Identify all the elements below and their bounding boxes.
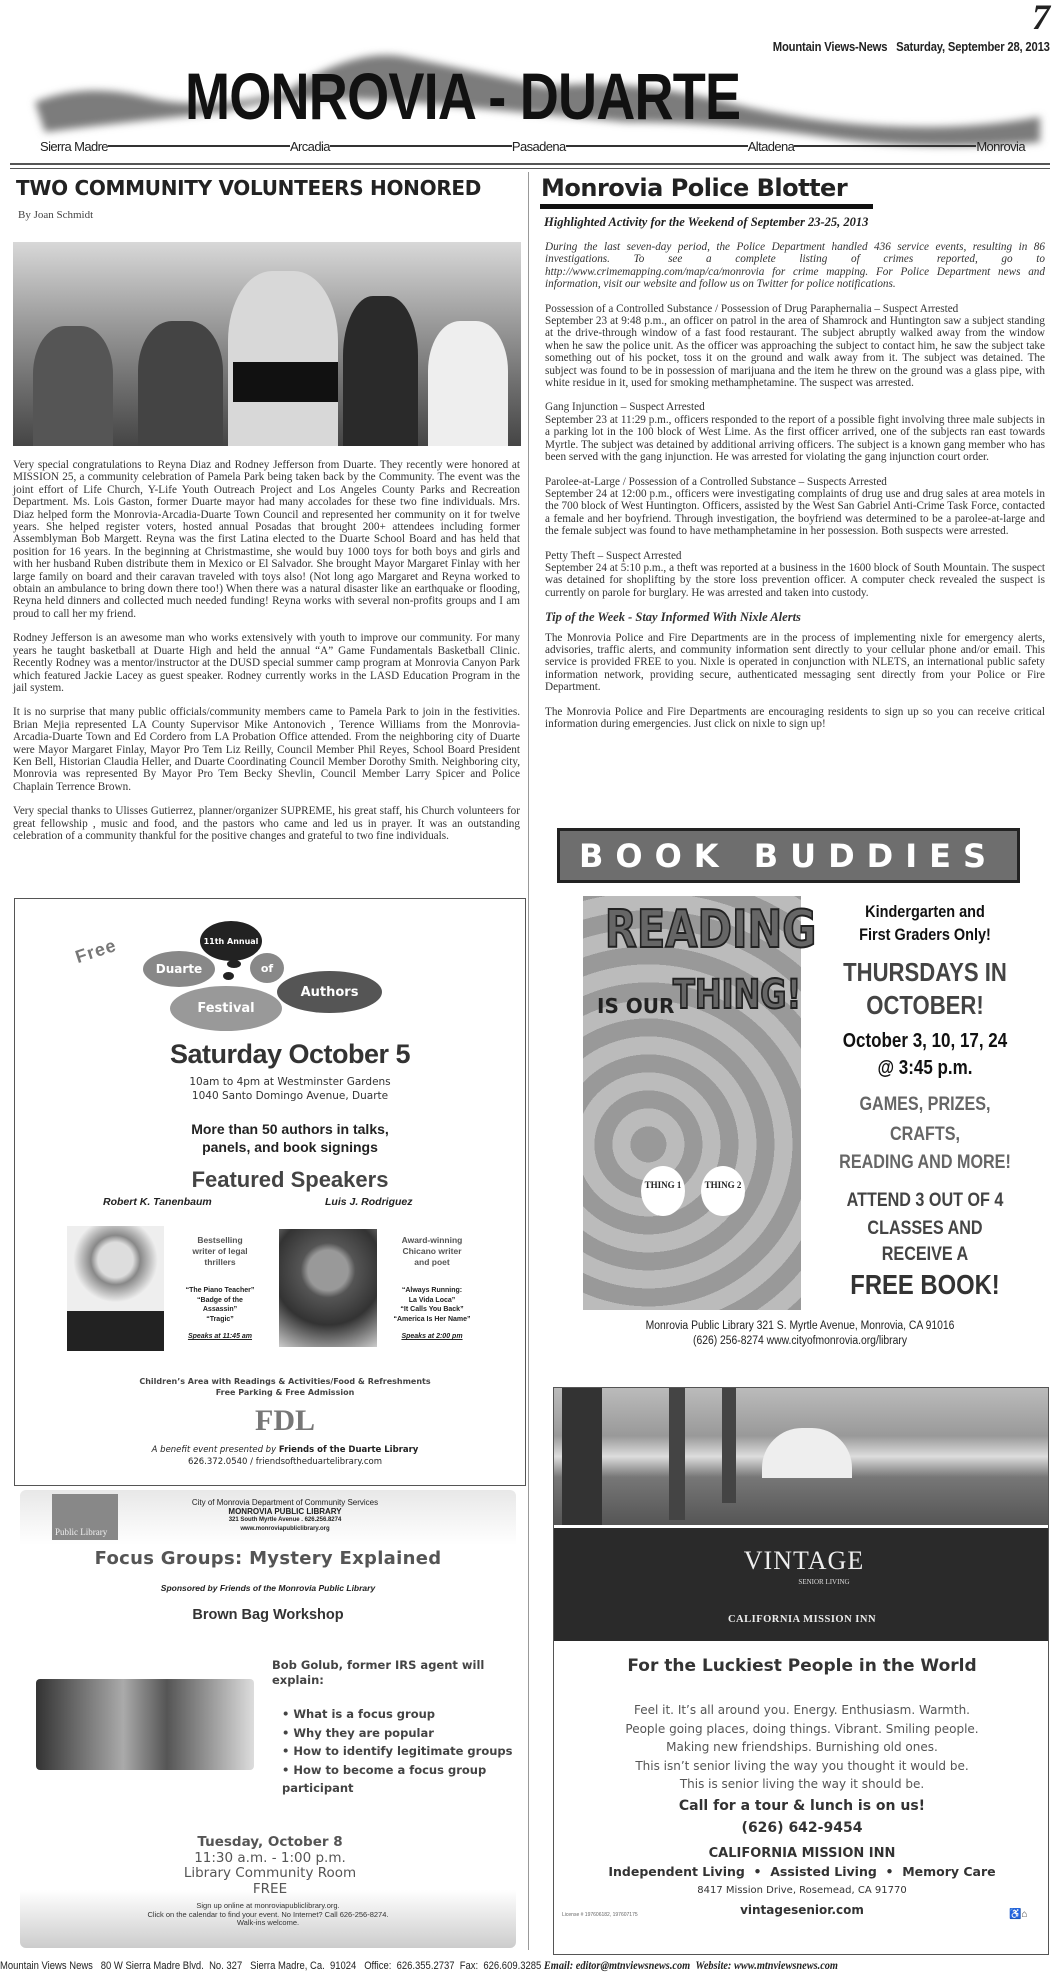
featured-speakers-heading: Featured Speakers [191, 1167, 389, 1192]
city-label: Pasadena [511, 138, 566, 154]
festival-time-place: 10am to 4pm at Westminster Gardens [189, 1076, 391, 1088]
speaker-name: Robert K. Tanenbaum [103, 1196, 212, 1208]
speaker-time: Speaks at 11:45 am [187, 1333, 253, 1340]
city-label: Sierra Madre [40, 138, 108, 154]
tip-paragraph: The Monrovia Police and Fire Departments are in the process of implementing nixle for emergency alerts, advisories, traffic alerts, and community information sent directly to your cellular phone and/or email. This service is provided FREE to you. Nixle is operated in conjunction with NLETS, an international public safety information network, providing secure, authenticated messaging sent directly from your Police or Fire Department. [545, 631, 1045, 694]
vintage-copy: Feel it. It’s all around you. Energy. Enthusiasm. Warmth. People going places, doing things. Vibrant. Smiling people. Making new friendships. Burnishing old ones. This isn’t senior living the way you thought it would be. This is senior living the way it should be. [625, 1703, 979, 1791]
blotter-item: Gang Injunction – Suspect Arrested September 23 at 11:29 p.m., officers responded to the report of a possible fight involving three male subjects in a parking lot in the 100 block of West Lime. As the first officer arrived, one of the subjects ran east towards Myrtle. The subject was detained by additional arriving officers. The subject is a known gang member who has been served with the gang injunction. He was arrested for violating the gang injunction court order. [545, 401, 1045, 464]
bullet-item: • How to identify legitimate groups [282, 1744, 513, 1758]
poster-text: IS OUR [597, 994, 675, 1018]
festival-address: 1040 Santo Domingo Avenue, Duarte [191, 1090, 389, 1102]
focus-groups-ad [20, 1490, 516, 1948]
festival-contact: 626.372.0540 / friendsoftheduartelibrary.com [187, 1457, 383, 1467]
bubble-annual: 11th Annual [200, 921, 262, 961]
presenter: Bob Golub, former IRS agent will explain: [272, 1658, 485, 1687]
bubble-duarte: Duarte [143, 951, 215, 987]
blotter-body [545, 241, 1045, 742]
blotter-item: Possession of a Controlled Substance / Possession of Drug Paraphernalia – Suspect Arrested September 23 at 9:48 p.m., an officer on patrol in the area of Shamrock and Huntington saw a subject standing at the drive-through window of a fast food restaurant. The subject abruptly walked away from the window when he saw the police unit. As the officer was approaching the subject to contact him, he saw the subject take something out of his pocket, toss it on the ground and walk away from it. The subject was detained. The subject was found to be in possession of marijuana and the item he threw on the ground was a glass pipe, with white residue in it, used for smoking methamphetamine. The suspect was arrested. [545, 302, 1045, 390]
vintage-ad [553, 1387, 1049, 1955]
vintage-name: CALIFORNIA MISSION INN [708, 1846, 896, 1861]
article-body [13, 459, 520, 854]
column-divider [528, 172, 529, 1950]
equal-housing-icon: ♿⌂ [1009, 1909, 1028, 1920]
event-details: Tuesday, October 8 11:30 a.m. - 1:00 p.m. Library Community Room FREE [183, 1834, 357, 1897]
header-rule [10, 168, 1050, 169]
article-paragraph: Rodney Jefferson is an awesome man who works extensively with youth to improve our community. For many years he taught basketball at Duarte High and held the annual “A” Game Fundamentals Basketball Clinic. Recently Rodney was a mentor/instructor at the DUSD special summer camp program at Monrovia Canyon Park which featured Jackie Lacey as guest speaker. Rodney currently works in the LASD Education Program in the jail system. [13, 632, 520, 694]
library-contact: Monrovia Public Library 321 S. Myrtle Avenue, Monrovia, CA 91016 (626) 256-8274 www.cityofmonrovia.org/library [645, 1320, 955, 1347]
benefit-line: A benefit event presented by Friends of the Duarte Library [151, 1445, 419, 1455]
speaker-desc: Award-winning Chicano writer and poet [401, 1235, 463, 1267]
speaker-photo [279, 1229, 377, 1347]
header-rule [10, 163, 1050, 165]
footer-email[interactable]: editor@mtnviewsnews.com [575, 1958, 691, 1972]
poster-text: THING! [673, 972, 802, 1018]
article-photo [13, 242, 521, 446]
children-area: Children’s Area with Readings & Activities/Food & Refreshments [139, 1377, 431, 1386]
vintage-address: 8417 Mission Drive, Rosemead, CA 91770 [697, 1885, 907, 1896]
highlight-heading: Highlighted Activity for the Weekend of September 23-25, 2013 [544, 215, 869, 229]
mission-inn-photo [554, 1388, 1049, 1525]
bullet-item: • How to become a focus group participant [282, 1762, 487, 1795]
authors-line: More than 50 authors in talks, [191, 1121, 389, 1137]
footer: Mountain Views News 80 W Sierra Madre Blvd. No. 327 Sierra Madre, Ca. 91024 Office: 626.355.2737 Fax: 626.609.3285 Email: editor@mtnviewsnews.com Website: www.mtnviewsnews.com [0, 1958, 838, 1972]
vintage-phone: (626) 642-9454 [741, 1820, 863, 1836]
bubble-authors: Authors [277, 971, 382, 1013]
vintage-logo: VINTAGE [743, 1546, 865, 1575]
blotter-item: Parolee-at-Large / Possession of a Controlled Substance – Suspects Arrested September 24 at 12:00 p.m., officers were investigating complaints of drug use and drug sales at area motels in the 700 block of West Huntington. Officers, assisted by the West San Gabriel Anti-Crime Task Force, contacted a female and her boyfriend. Through investigation, the boyfriend was determined to be a parolee-at-large and the female subject was found to have methamphetamine in her possession. Both suspects were arrested. [545, 475, 1045, 538]
article-title: TWO COMMUNITY VOLUNTEERS HONORED [16, 176, 482, 200]
parking-admission: Free Parking & Free Admission [215, 1388, 355, 1397]
vintage-logo-sub: SENIOR LIVING [798, 1578, 850, 1586]
issue-date: Saturday, September 28, 2013 [896, 40, 1050, 54]
article-paragraph: Very special congratulations to Reyna Diaz and Rodney Jefferson from Duarte. They recently were honored at MISSION 25, a community celebration of Pamela Park being taken back by the Community. The event was the joint effort of Life Church, Y-Life Youth Outreach Project and Los Angeles County Parks and Recreation Department. Ms. Lois Gaston, former Duarte mayor had many accolades for these two fine individuals. Mrs. Diaz helped form the Monrovia-Arcadia-Duarte Town Council and represented her community on it for twelve years. She helped register voters, hosted annual Posadas that brought 200+ attendees including former Assemblyman Bob Margett. Reyna was the first Latina elected to the Duarte School Board and has held that position for 16 years. In the beginning at Christmastime, she would buy 1000 toys for both boys and girls and with her husband Ruben distribute them in Mexico or El Salvador. She brought Mayor Margaret Finlay with her large family on board and their caravan traveled with toys also! (Not long ago Margaret and Reyna worked to obtain an ambulance to bring down there too!) When there was a natural disaster like an earthquake or flooding, Reyna held dinners and collected much needed funding! Reyna works with several non-profits groups and I am proud to call her my friend. [13, 459, 520, 620]
police-blotter-title: Monrovia Police Blotter [541, 174, 848, 202]
book-buddies-details: Kindergarten and First Graders Only! THURSDAYS IN OCTOBER! October 3, 10, 17, 24 @ 3:45 p.m. GAMES, PRIZES, CRAFTS, READING AND MORE! ATTEND 3 OUT OF 4 CLASSES AND RECEIVE A FREE BOOK! [839, 902, 1011, 1300]
focus-title: Focus Groups: Mystery Explained [94, 1548, 442, 1569]
tip-paragraph: The Monrovia Police and Fire Departments are encouraging residents to sign up so you can receive critical information during emergencies. Just click on nixle to sign up! [545, 705, 1045, 730]
book-buddies-header: BOOK BUDDIES [557, 828, 1020, 883]
speaker-name: Luis J. Rodriguez [325, 1196, 413, 1208]
focus-bullets [282, 1705, 514, 1798]
article-paragraph: Very special thanks to Ulisses Gutierrez, planner/organizer SUPREME, his great staff, his Church volunteers for great fellowship , music and food, and the pastors who came and led us in prayer. It was an outstanding celebration of a community thankful for the positive changes and grateful to two fine individuals. [13, 805, 520, 842]
bullet-item: • Why they are popular [282, 1725, 434, 1740]
title-underline [540, 204, 873, 209]
tip-title: Tip of the Week - Stay Informed With Nixle Alerts [545, 610, 801, 625]
festival-ad [14, 898, 526, 1486]
city-label: Altadena [747, 138, 795, 154]
speaker-books: “Always Running: La Vida Loca” “It Calls You Back” “America Is Her Name” [393, 1287, 471, 1323]
poster-text: READING [604, 900, 817, 960]
speaker-books: “The Piano Teacher” “Badge of the Assassin” “Tragic” [185, 1287, 255, 1323]
brown-bag-workshop: Brown Bag Workshop [192, 1607, 344, 1623]
free-label: Free [72, 935, 119, 968]
vintage-services: Independent Living • Assisted Living • Memory Care [608, 1864, 996, 1879]
city-label: Arcadia [289, 138, 330, 154]
license-number: License # 197606182, 197607175 [562, 1912, 638, 1918]
blotter-item: Petty Theft – Suspect Arrested September 24 at 5:10 p.m., a theft was reported at a business in the 1600 block of South Mountain. The suspect was detained for shoplifting by the store loss prevention officer. A computer check revealed the suspect is currently on parole for burglary. He was arrested and taken into custody. [545, 549, 1045, 599]
speaker-time: Speaks at 2:00 pm [401, 1333, 463, 1340]
page-number: 7 [1032, 0, 1050, 37]
footer-website[interactable]: www.mtnviewsnews.com [733, 1958, 838, 1972]
signup-info: Sign up online at monroviapubliclibrary.org. Click on the calendar to find your event. No Internet? Call 626-256-8274. Walk-ins welcome. [147, 1901, 389, 1927]
public-library-logo: Public Library [52, 1494, 118, 1540]
blotter-intro: During the last seven-day period, the Police Department handled 436 service events, resulting in 86 investigations. To see a complete listing of crimes reported, go to http://www.crimemapping.com/map/ca/monrovia for crime mapping. For Police Department news and information, visit our website and follow us on Twitter for police notifications. [545, 241, 1045, 291]
bubble-festival: Festival [170, 986, 282, 1031]
byline: By Joan Schmidt [18, 209, 94, 221]
vintage-logo-band [554, 1528, 1049, 1641]
thing1-label: THING 1 [641, 1166, 685, 1216]
section-masthead: MONROVIA - DUARTE [185, 59, 741, 133]
reading-poster [583, 896, 817, 1310]
focus-sponsor: Sponsored by Friends of the Monrovia Public Library [160, 1583, 376, 1593]
property-name: CALIFORNIA MISSION INN [727, 1614, 877, 1625]
authors-line: panels, and book signings [202, 1139, 378, 1155]
bubble-of: of [250, 953, 284, 983]
festival-date: Saturday October 5 [169, 1039, 411, 1069]
vintage-website: vintagesenior.com [740, 1903, 864, 1917]
article-paragraph: It is no surprise that many public officials/community members came to Pamela Park to join in the festivities. Brian Mejia represented LA County Supervisor Mike Antonovich , Terence Williams from the Monrovia-Arcadia-Duarte Town and Ed Cordero from LA Probation Office attended. From the neighboring city of Duarte were Mayor Margaret Finlay, Mayor Pro Tem Liz Reilly, Council Member Phil Reyes, School Board President Ken Bell, Historian Claudia Heller, and Duarte Coordinating Council Member Dorothy Smith. Neighboring city, Monrovia was represented By Mayor Pro Tem Becky Shevlin, Council Member Larry Spicer and Police Chaplain Terrence Brown. [13, 706, 520, 793]
fdl-logo: FDL [255, 1404, 315, 1437]
city-label: Monrovia [976, 138, 1025, 154]
thing2-label: THING 2 [701, 1166, 745, 1216]
vintage-cta: Call for a tour & lunch is on us! [678, 1798, 926, 1814]
meeting-photo [36, 1679, 254, 1770]
library-info: City of Monrovia Department of Community Services MONROVIA PUBLIC LIBRARY 321 South Myrtle Avenue . 626.256.8274 www.monroviapubliclibrary.org [191, 1498, 379, 1532]
vintage-headline: For the Luckiest People in the World [627, 1656, 977, 1676]
speaker-desc: Bestselling writer of legal thrillers [192, 1235, 248, 1267]
city-line [40, 137, 1025, 155]
bullet-item: • What is a focus group [282, 1707, 436, 1721]
speaker-photo [67, 1226, 164, 1351]
publication-name: Mountain Views-News [773, 40, 888, 54]
